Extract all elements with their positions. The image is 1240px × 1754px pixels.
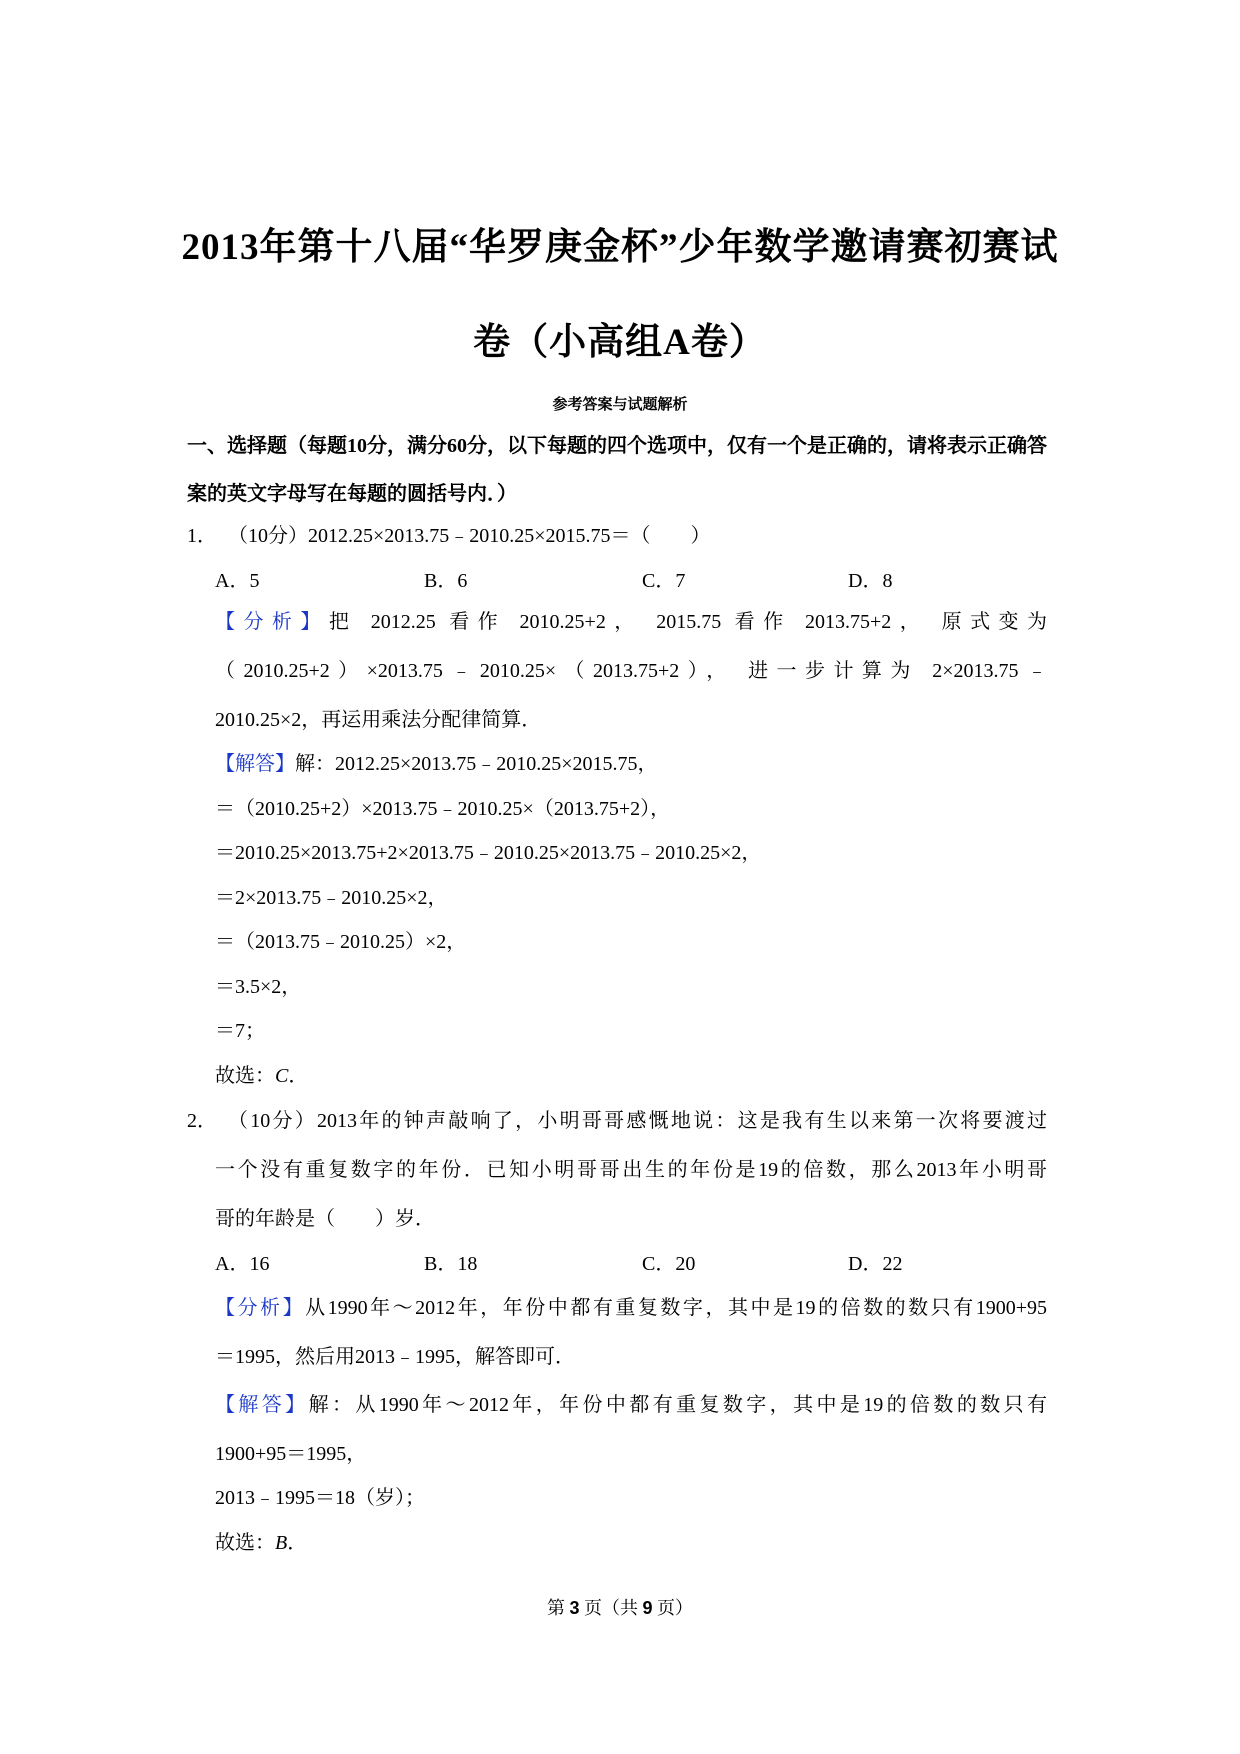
q2-answer-line-3: 2013﹣1995＝18（岁）； — [215, 1487, 425, 1509]
footer-total-pages: 9 — [642, 1598, 653, 1618]
footer-page-number: 3 — [569, 1598, 580, 1618]
q1-choice — [215, 1064, 308, 1088]
q1-choice-letter: C — [275, 1065, 289, 1087]
q2-analysis-line-1 — [215, 1296, 1047, 1320]
q1-step-3: ＝2×2013.75﹣2010.25×2， — [215, 887, 448, 909]
q1-step-6: ＝7； — [215, 1020, 265, 1042]
q1-step-1: ＝（2010.25+2）×2013.75﹣2010.25×（2013.75+2）， — [215, 798, 671, 820]
q2-answer-line-1 — [215, 1393, 1047, 1417]
q1-analysis-tag: 【分析】 — [215, 611, 329, 633]
q1-choice-suffix: ． — [288, 1065, 309, 1087]
q1-choice-prefix: 故选： — [215, 1065, 275, 1087]
q2-choice-prefix: 故选： — [215, 1532, 275, 1554]
q1-answer-tag: 【解答】 — [215, 753, 295, 775]
q1-analysis-line-3: 2010.25×2，再运用乘法分配律简算． — [215, 709, 542, 731]
document-title-line-1: 2013年第十八届“华罗庚金杯”少年数学邀请赛初赛试 — [181, 227, 1059, 268]
q1-answer-line-1 — [215, 752, 658, 776]
q2-analysis-line-2: ＝1995，然后用2013﹣1995，解答即可． — [215, 1346, 575, 1368]
q2-choice-letter: B — [275, 1532, 288, 1554]
q2-stem-line-1: （10分）2013年的钟声敲响了，小明哥哥感慨地说：这是我有生以来第一次将要渡过 — [228, 1110, 1047, 1132]
q2-option-d: D．22 — [848, 1253, 903, 1275]
footer-middle: 页（共 — [579, 1598, 643, 1618]
q2-stem-line-3: 哥的年龄是（ ）岁． — [215, 1208, 435, 1230]
q1-analysis-text-1: 把 2012.25 看作 2010.25+2， 2015.75 看作 2013.75+2， 原式变为 — [328, 611, 1048, 633]
q2-analysis-tag: 【分析】 — [215, 1297, 306, 1319]
q2-answer-tag: 【解答】 — [215, 1394, 309, 1416]
q2-choice-suffix: ． — [287, 1532, 308, 1554]
q2-answer-line-2: 1900+95＝1995， — [215, 1443, 367, 1465]
q1-step-5: ＝3.5×2， — [215, 976, 302, 998]
q2-option-c: C．20 — [642, 1253, 696, 1275]
q1-number: 1． — [187, 525, 217, 547]
q2-option-b: B．18 — [424, 1253, 478, 1275]
q1-analysis-line-2: （2010.25+2）×2013.75﹣2010.25×（2013.75+2）， 进一步计算为 2×2013.75﹣ — [215, 660, 1047, 682]
document-title-line-2: 卷（小高组A卷） — [473, 322, 767, 363]
q1-option-c: C．7 — [642, 570, 686, 592]
q2-analysis-text-1: 从1990年～2012年，年份中都有重复数字，其中是19的倍数的数只有1900+95 — [305, 1297, 1048, 1319]
section-heading: 一、选择题（每题10分，满分60分，以下每题的四个选项中，仅有一个是正确的，请将表示正确答案的英文字母写在每题的圆括号内．） — [187, 435, 1047, 505]
document-subtitle: 参考答案与试题解析 — [552, 397, 688, 413]
q1-option-d: D．8 — [848, 570, 893, 592]
q1-step-2: ＝2010.25×2013.75+2×2013.75﹣2010.25×2013.75﹣2010.25×2， — [215, 842, 762, 864]
q2-answer-text-1: 解：从1990年～2012年，年份中都有重复数字，其中是19的倍数的数只有 — [308, 1394, 1048, 1416]
q1-answer-text-1: 解：2012.25×2013.75﹣2010.25×2015.75， — [295, 753, 658, 775]
q2-choice — [215, 1531, 307, 1555]
q1-analysis-line-1 — [215, 610, 1047, 634]
footer-prefix: 第 — [546, 1598, 570, 1618]
q2-stem-line-2: 一个没有重复数字的年份．已知小明哥哥出生的年份是19的倍数，那么2013年小明哥 — [215, 1159, 1047, 1181]
q1-stem: （10分）2012.25×2013.75﹣2010.25×2015.75＝（ ） — [228, 525, 711, 547]
q2-option-a: A．16 — [215, 1253, 270, 1275]
footer-suffix: 页） — [652, 1598, 694, 1618]
q1-step-4: ＝（2013.75﹣2010.25）×2， — [215, 931, 467, 953]
page-footer — [0, 1594, 1240, 1620]
q2-number: 2． — [187, 1110, 217, 1132]
q1-option-a: A．5 — [215, 570, 260, 592]
q1-option-b: B．6 — [424, 570, 468, 592]
